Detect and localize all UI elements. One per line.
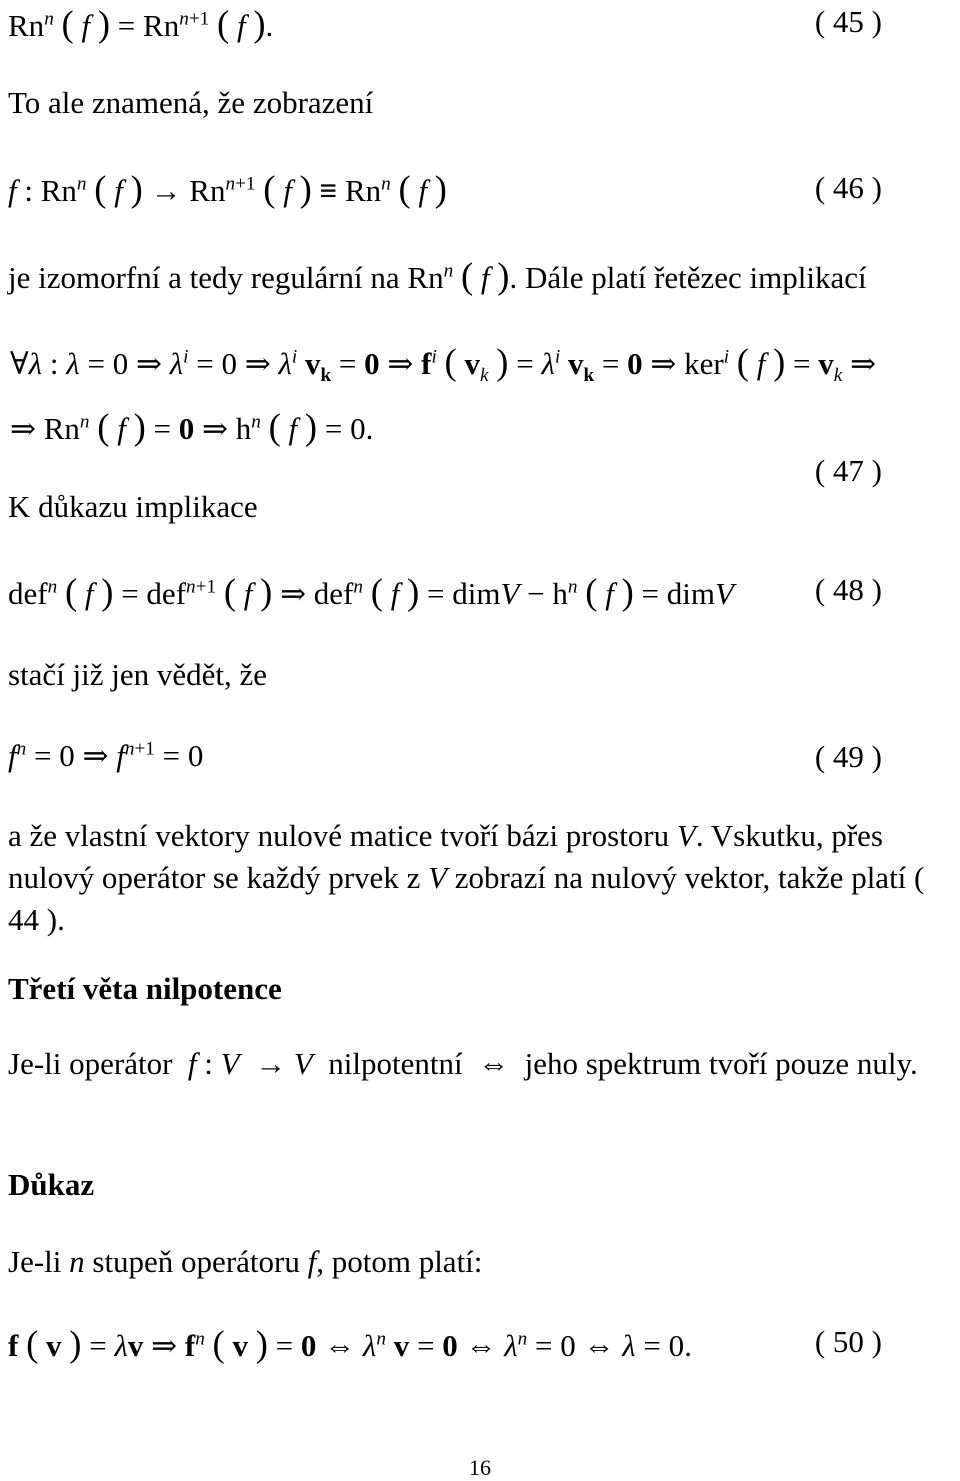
equation-47-line-1: ∀λ : λ = 0 ⇒ $\lambda^i = 0$ ⇒ $\lambda^i$ $v_k = 0$ ⇒ $f^i$ ( $v_k$ ) = $\lambda^i$ $v_k = 0$ ⇒ ker$^i$ ( f ) = $v_k$ ⇒ [10,341,877,387]
paragraph-5-symbol-v1: V [676,818,696,853]
iff-symbol: ⇔ [478,1046,510,1081]
paragraph-5-text-b: . Vskutku, přes nulový operátor se každý prvek z [8,818,883,895]
theorem-text-b: nilpotentní [328,1046,463,1081]
paragraph-1: To ale znamená, že zobrazení [8,85,374,120]
equation-number-48: ( 48 ) [814,572,882,607]
paragraph-2: je izomorfní a tedy regulární na Rn$^n$ ( f ). Dále platí řetězec implikací [8,255,867,296]
proof-heading: Důkaz [8,1167,95,1202]
paragraph-5-text-a: a že vlastní vektory nulové matice tvoří bázi prostoru [8,818,677,853]
equation-45: Rn$^n$ ( f ) = $Rn^{n+1}$ ( f ). [8,3,274,44]
section-heading: Třetí věta nilpotence [8,971,282,1006]
paragraph-6-symbol-n: n [69,1244,85,1279]
paragraph-4: stačí již jen vědět, že [8,657,268,692]
paragraph-3: K důkazu implikace [8,489,258,524]
paragraph-5-text-c: zobrazí na nulový vektor, takže platí ( 44 ). [8,860,925,937]
paragraph-6 [8,1243,482,1280]
paragraph-5-symbol-v2: V [428,860,448,895]
equation-48: def$^n$ ( f ) = def$^{n+1}$ ( f ) ⇒ def$^n$ ( f ) = dimV − $h^n$ ( f ) = dimV [8,571,734,612]
theorem-text-c: jeho spektrum tvoří pouze nuly. [524,1046,918,1081]
theorem-text: Je-li operátor f : V → V nilpotentní ⇔ jeho spektrum tvoří pouze nuly. [8,1046,918,1081]
equation-number-45: ( 45 ) [814,4,882,39]
equation-number-50: ( 50 ) [814,1324,882,1359]
equation-46: f : Rn$^n$ ( f ) → $Rn^{n+1}$ ( f ) ≡ $Rn^n$ ( f ) [8,168,447,209]
paragraph-6-text-b: stupeň operátoru [84,1244,308,1279]
equation-49: $f^n = 0$ ⇒ $f^{n+1} = 0$ [8,738,204,773]
page-number: 16 [469,1455,491,1480]
paragraph-2-text-a: je izomorfní a tedy regulární na [8,260,400,295]
paragraph-2-text-b: . Dále platí řetězec implikací [509,260,867,295]
theorem-text-a: Je-li operátor [8,1046,173,1081]
equation-number-46: ( 46 ) [814,170,882,205]
paragraph-5 [8,815,943,941]
equation-number-47: ( 47 ) [814,453,882,488]
paragraph-6-text-c: , potom platí: [316,1244,483,1279]
equation-47-line-2: ⇒ Rn$^n$ ( f ) = 0 ⇒ $h^n$ ( f ) = 0. [10,406,374,447]
equation-50: f ( v ) = λv ⇒ $f^n$ ( v ) = 0 ⇔ $\lambda^n$ v = 0 ⇔ $\lambda^n = 0$ ⇔ λ = 0. [8,1323,692,1364]
equation-number-49: ( 49 ) [814,739,882,774]
paragraph-6-symbol-f: f [307,1244,317,1279]
paragraph-6-text-a: Je-li [8,1244,70,1279]
